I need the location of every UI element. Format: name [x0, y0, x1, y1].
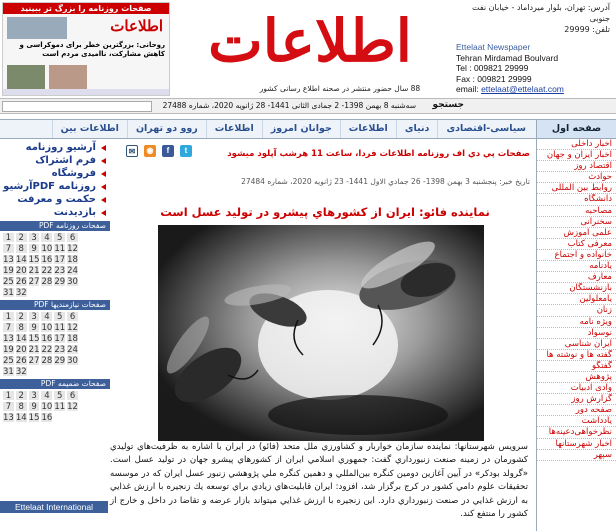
sidebar-item[interactable]: یادنامه — [537, 261, 616, 272]
sidebar-item[interactable]: علمی آموزش — [537, 228, 616, 239]
pdf-page-link[interactable]: 2 — [15, 390, 28, 401]
contact-en-address: Tehran Mirdamad Boulvard — [456, 52, 559, 63]
sidebar-item[interactable]: اخبار ایران و جهان — [537, 150, 616, 161]
pdf-page-link[interactable]: 14 — [15, 413, 27, 423]
pdf-page-link[interactable]: 18 — [67, 334, 78, 344]
pdf-page-grid — [2, 311, 78, 377]
site-logo[interactable]: اطلاعات — [208, 7, 412, 75]
pdf-page-link[interactable]: 27 — [28, 356, 40, 366]
contact-phone: تلفن: 29999 — [564, 25, 610, 34]
pdf-page-link[interactable]: 15 — [28, 255, 40, 265]
sidebar-item[interactable]: بازنشستگان — [537, 283, 616, 294]
sidebar-item[interactable]: صفحه دور — [537, 405, 616, 416]
upload-notice-text: صفحات پي دي اف روزنامه اطلاعات فردا، ساعت 11 هرشب آپلود ميشود — [227, 149, 530, 159]
sidebar-item[interactable]: اقتصاد روز — [537, 161, 616, 172]
sidebar-item[interactable]: نظرخواهی‌دعینه‌ها — [537, 427, 616, 438]
pdf-page-link[interactable]: 21 — [28, 266, 40, 276]
rss-icon[interactable]: ◉ — [144, 145, 156, 157]
pdf-page-link[interactable]: 24 — [67, 345, 78, 355]
pdf-page-link[interactable]: 19 — [3, 266, 14, 276]
article-title[interactable]: نماينده فائو: ايران از كشورهاي پيشرو در توليد عسل است — [160, 205, 490, 219]
sidebar-item[interactable]: ویژه نامه — [537, 317, 616, 328]
sidebar-item[interactable]: یامعلولین — [537, 294, 616, 305]
category-sidebar — [536, 139, 616, 531]
newspaper-thumbnail[interactable] — [2, 2, 170, 96]
pdf-page-link[interactable]: 12 — [67, 402, 78, 412]
pdf-page-link[interactable]: 8 — [15, 243, 28, 254]
pdf-page-link[interactable]: 32 — [15, 367, 27, 377]
site-header — [0, 0, 616, 98]
pdf-page-link[interactable]: 16 — [41, 334, 53, 344]
pdf-page-link[interactable]: 30 — [67, 277, 78, 287]
sidebar-item[interactable]: معارف — [537, 272, 616, 283]
pdf-page-link[interactable]: 15 — [28, 334, 40, 344]
pdf-page-link[interactable]: 6 — [66, 390, 79, 401]
pdf-page-link[interactable]: 32 — [15, 288, 27, 298]
pdf-page-link[interactable]: 24 — [67, 266, 78, 276]
tab-international[interactable]: اطلاعات بین — [52, 120, 127, 138]
pdf-page-link[interactable]: 16 — [41, 413, 53, 423]
pdf-page-link[interactable]: 15 — [28, 413, 40, 423]
pdf-page-link[interactable]: 9 — [28, 401, 41, 412]
sidebar-item[interactable]: اخبار داخلی — [537, 139, 616, 150]
link-wisdom[interactable]: حکمت و معرفت — [0, 193, 110, 206]
arrow-icon — [101, 197, 106, 203]
tab-world[interactable]: دنیای — [396, 120, 438, 138]
pdf-page-link[interactable]: 17 — [54, 334, 66, 344]
tab-tehran[interactable]: روو دو تهران — [127, 120, 206, 138]
pdf-page-link[interactable]: 5 — [53, 311, 66, 322]
pdf-page-link[interactable]: 8 — [15, 322, 28, 333]
pdf-page-link[interactable]: 1 — [2, 232, 15, 243]
pdf-page-link[interactable]: 2 — [15, 311, 28, 322]
pdf-page-link[interactable]: 29 — [54, 356, 66, 366]
link-pdf-archive[interactable]: روزنامه PDFآرشیو — [0, 180, 110, 193]
site-tagline: 88 سال حضور منتشر در صحنه اطلاع رسانی کشور — [259, 84, 421, 93]
sidebar-item[interactable]: روابط بین المللی — [537, 183, 616, 194]
link-visits[interactable]: بازدیدنت — [0, 206, 110, 219]
pdf-page-link[interactable]: 5 — [53, 390, 66, 401]
link-newspaper-archive[interactable]: آرشیو روزنامه — [0, 141, 110, 154]
pdf-page-link[interactable]: 14 — [15, 334, 27, 344]
pdf-page-link[interactable]: 10 — [41, 323, 53, 333]
pdf-page-link[interactable]: 3 — [28, 232, 41, 243]
sidebar-item[interactable]: گفته ها و نوشته ها — [537, 350, 616, 361]
twitter-icon[interactable]: t — [180, 145, 192, 157]
pdf-page-link[interactable]: 4 — [40, 311, 53, 322]
pdf-page-link[interactable]: 28 — [41, 356, 53, 366]
pdf-page-link[interactable]: 4 — [40, 390, 53, 401]
tab-ettelaat[interactable]: اطلاعات — [340, 120, 396, 138]
tab-ettelaat-2[interactable]: اطلاعات — [206, 120, 262, 138]
arrow-icon — [101, 145, 106, 151]
sidebar-item[interactable]: خانواده و اجتماع — [537, 250, 616, 261]
pdf-page-link[interactable]: 30 — [67, 356, 78, 366]
pdf-page-link[interactable]: 10 — [41, 402, 53, 412]
pdf-page-link[interactable]: 7 — [2, 401, 15, 412]
contact-persian — [450, 2, 610, 35]
pdf-page-link[interactable]: 22 — [41, 266, 53, 276]
pdf-page-link[interactable]: 31 — [3, 288, 14, 298]
pdf-page-link[interactable]: 11 — [54, 244, 66, 254]
pdf-page-link[interactable]: 11 — [54, 402, 66, 412]
search-bar — [0, 98, 616, 114]
pdf-page-link[interactable]: 5 — [53, 232, 66, 243]
sidebar-item[interactable]: نوسواد — [537, 328, 616, 339]
pdf-page-grid — [2, 232, 78, 298]
arrow-icon — [101, 210, 106, 216]
sidebar-item[interactable]: سخنرانی — [537, 217, 616, 228]
pdf-page-link[interactable]: 1 — [2, 311, 15, 322]
sidebar-item[interactable]: پژوهش — [537, 372, 616, 383]
pdf-page-link[interactable]: 9 — [28, 322, 41, 333]
pdf-page-link[interactable]: 7 — [2, 243, 15, 254]
contact-address: آدرس: تهران، بلوار میرداماد - خیابان نفت — [471, 3, 610, 12]
arrow-icon — [101, 158, 106, 164]
main-navigation — [0, 119, 616, 139]
contact-email-link[interactable]: ettelaat@ettelaat.com — [481, 84, 564, 94]
contact-en-email-row — [456, 84, 610, 95]
pdf-page-link[interactable]: 13 — [3, 255, 14, 265]
contact-en-tel: Tel : 009821 29999 — [456, 63, 529, 73]
pdf-page-link[interactable]: 26 — [15, 277, 27, 287]
sidebar-item[interactable]: زنان — [537, 305, 616, 316]
pdf-page-link[interactable]: 4 — [40, 232, 53, 243]
search-input[interactable] — [2, 101, 152, 112]
pdf-page-link[interactable]: 13 — [3, 334, 14, 344]
pdf-page-link[interactable]: 28 — [41, 277, 53, 287]
thumbnail-title[interactable]: صفحات روزنامه را بزرگ تر ببینید — [3, 3, 169, 14]
pdf-page-link[interactable]: 23 — [54, 266, 66, 276]
pdf-page-link[interactable]: 3 — [28, 390, 41, 401]
pdf-page-link[interactable]: 26 — [15, 356, 27, 366]
left-sidebar — [0, 141, 110, 531]
pdf-section-header: صفحات روزنامه PDF — [0, 221, 110, 231]
pdf-page-link[interactable]: 27 — [28, 277, 40, 287]
pdf-page-link[interactable]: 23 — [54, 345, 66, 355]
upload-notice — [120, 149, 530, 159]
pdf-page-link[interactable]: 1 — [2, 390, 15, 401]
contact-en-email-label: email: — [456, 84, 479, 94]
pdf-page-link[interactable]: 31 — [3, 367, 14, 377]
sidebar-item[interactable]: اخبار شهرستانها — [537, 439, 616, 450]
pdf-page-link[interactable]: 21 — [28, 345, 40, 355]
sidebar-item[interactable]: سپهر — [537, 450, 616, 461]
sidebar-item[interactable]: وادی ادبیات — [537, 383, 616, 394]
arrow-icon — [101, 184, 106, 190]
article-area — [112, 141, 534, 531]
sidebar-item[interactable]: ایران شناسی — [537, 339, 616, 350]
tab-youth[interactable]: جوانان امروز — [262, 120, 340, 138]
pdf-page-link[interactable]: 6 — [66, 311, 79, 322]
pdf-page-link[interactable]: 17 — [54, 255, 66, 265]
thumbnail-headline: روحانی: بزرگترین خطر برای دموکراسی و کاهش مشارکت، ناامیدی مردم است — [19, 41, 165, 58]
thumbnail-footer-bar — [3, 89, 169, 95]
pdf-page-link[interactable]: 20 — [15, 345, 27, 355]
pdf-page-link[interactable]: 12 — [67, 244, 78, 254]
pdf-page-link[interactable]: 25 — [3, 277, 14, 287]
pdf-page-link[interactable]: 8 — [15, 401, 28, 412]
pdf-page-link[interactable]: 14 — [15, 255, 27, 265]
international-link[interactable]: Ettelaat International — [0, 501, 108, 513]
tab-home[interactable]: صفحه اول — [536, 120, 616, 138]
sidebar-item[interactable]: مصاحبه — [537, 206, 616, 217]
pdf-page-link[interactable]: 3 — [28, 311, 41, 322]
pdf-page-link[interactable]: 16 — [41, 255, 53, 265]
link-shop[interactable]: فروشگاه — [0, 167, 110, 180]
thumbnail-photo — [7, 65, 45, 91]
email-icon[interactable]: ✉ — [126, 145, 138, 157]
thumbnail-photo — [49, 65, 87, 91]
pdf-page-link[interactable]: 2 — [15, 232, 28, 243]
sidebar-item[interactable]: گزارش روز — [537, 394, 616, 405]
contact-address-cont: جنوبی — [589, 14, 610, 23]
pdf-page-link[interactable]: 19 — [3, 345, 14, 355]
facebook-icon[interactable]: f — [162, 145, 174, 157]
pdf-page-link[interactable]: 9 — [28, 243, 41, 254]
arrow-icon — [101, 171, 106, 177]
pdf-page-link[interactable]: 18 — [67, 255, 78, 265]
sidebar-item[interactable]: معرفی کتاب — [537, 239, 616, 250]
pdf-section-header: صفحات نیازمندیها PDF — [0, 300, 110, 310]
issue-date: سه‌شنبه 8 بهمن 1398- 2 جمادی الثانی 1441- 28 ژانویه 2020، شماره 27488 — [162, 101, 416, 110]
contact-english — [456, 42, 610, 95]
tab-politics-economy[interactable]: سیاسی-اقتصادی — [437, 120, 534, 138]
article-photo — [158, 225, 484, 441]
pdf-page-link[interactable]: 12 — [67, 323, 78, 333]
pdf-page-link[interactable]: 10 — [41, 244, 53, 254]
pdf-page-link[interactable]: 22 — [41, 345, 53, 355]
pdf-section-header: صفحات ضمیمه PDF — [0, 379, 110, 389]
pdf-page-link[interactable]: 11 — [54, 323, 66, 333]
thumbnail-photo — [7, 17, 67, 39]
sidebar-item[interactable]: دانشگاه — [537, 194, 616, 205]
article-body: سرويس شهرستانها: نماينده سازمان خواربار و كشاورزي ملل متحد (فائو) در ايران با اشاره به ظرفيت‌هاي توليدي كشورمان در زمينه صنعت زنبورداري گفت: جمهوري اسلامي ايران از كشورهاي پيشرو جهان در توليد عسل است. «گرولد بودكر» در آيين آغازين دومين كنگره بين‌المللي و دهمين كنگره ملي پژوهشي زنبور عسل ايران كه در موسسه تحقيقات علوم دامي كشور در كرج برگزار شد، افزود: ايران قابليت‌هاي زيادي براي توسعه يك زنجيره با ارزش غذايي به ارزش غذايي در صنعت زنبورداري دارد. اين زنجيره با ارزش غذايي ميتواند بازار عرضه و تقاضا در داخل و خارج از كشور را منتفع كند. — [110, 442, 528, 520]
link-subscription-form[interactable]: فرم اشتراک — [0, 154, 110, 167]
thumbnail-logo: اطلاعات — [110, 17, 163, 35]
search-button[interactable]: جستجو — [432, 100, 464, 110]
bees-on-honeycomb-image — [158, 225, 484, 441]
contact-en-fax: Fax : 009821 29999 — [456, 73, 532, 84]
sidebar-item[interactable]: حوادث — [537, 172, 616, 183]
pdf-page-link[interactable]: 6 — [66, 232, 79, 243]
sidebar-item[interactable]: یادداشت — [537, 416, 616, 427]
pdf-page-link[interactable]: 25 — [3, 356, 14, 366]
nav-tabs — [4, 120, 534, 138]
pdf-page-link[interactable]: 13 — [3, 413, 14, 423]
contact-en-title: Ettelaat Newspaper — [456, 42, 531, 52]
pdf-page-link[interactable]: 29 — [54, 277, 66, 287]
pdf-page-link[interactable]: 20 — [15, 266, 27, 276]
pdf-page-link[interactable]: 7 — [2, 322, 15, 333]
sidebar-item[interactable]: گفتگو — [537, 361, 616, 372]
article-date: تاريخ خبر: پنجشنبه 3 بهمن 1398- 26 جمادي الاول 1441- 23 ژانويه 2020، شماره 27484 — [241, 177, 530, 186]
pdf-page-grid — [2, 390, 78, 423]
